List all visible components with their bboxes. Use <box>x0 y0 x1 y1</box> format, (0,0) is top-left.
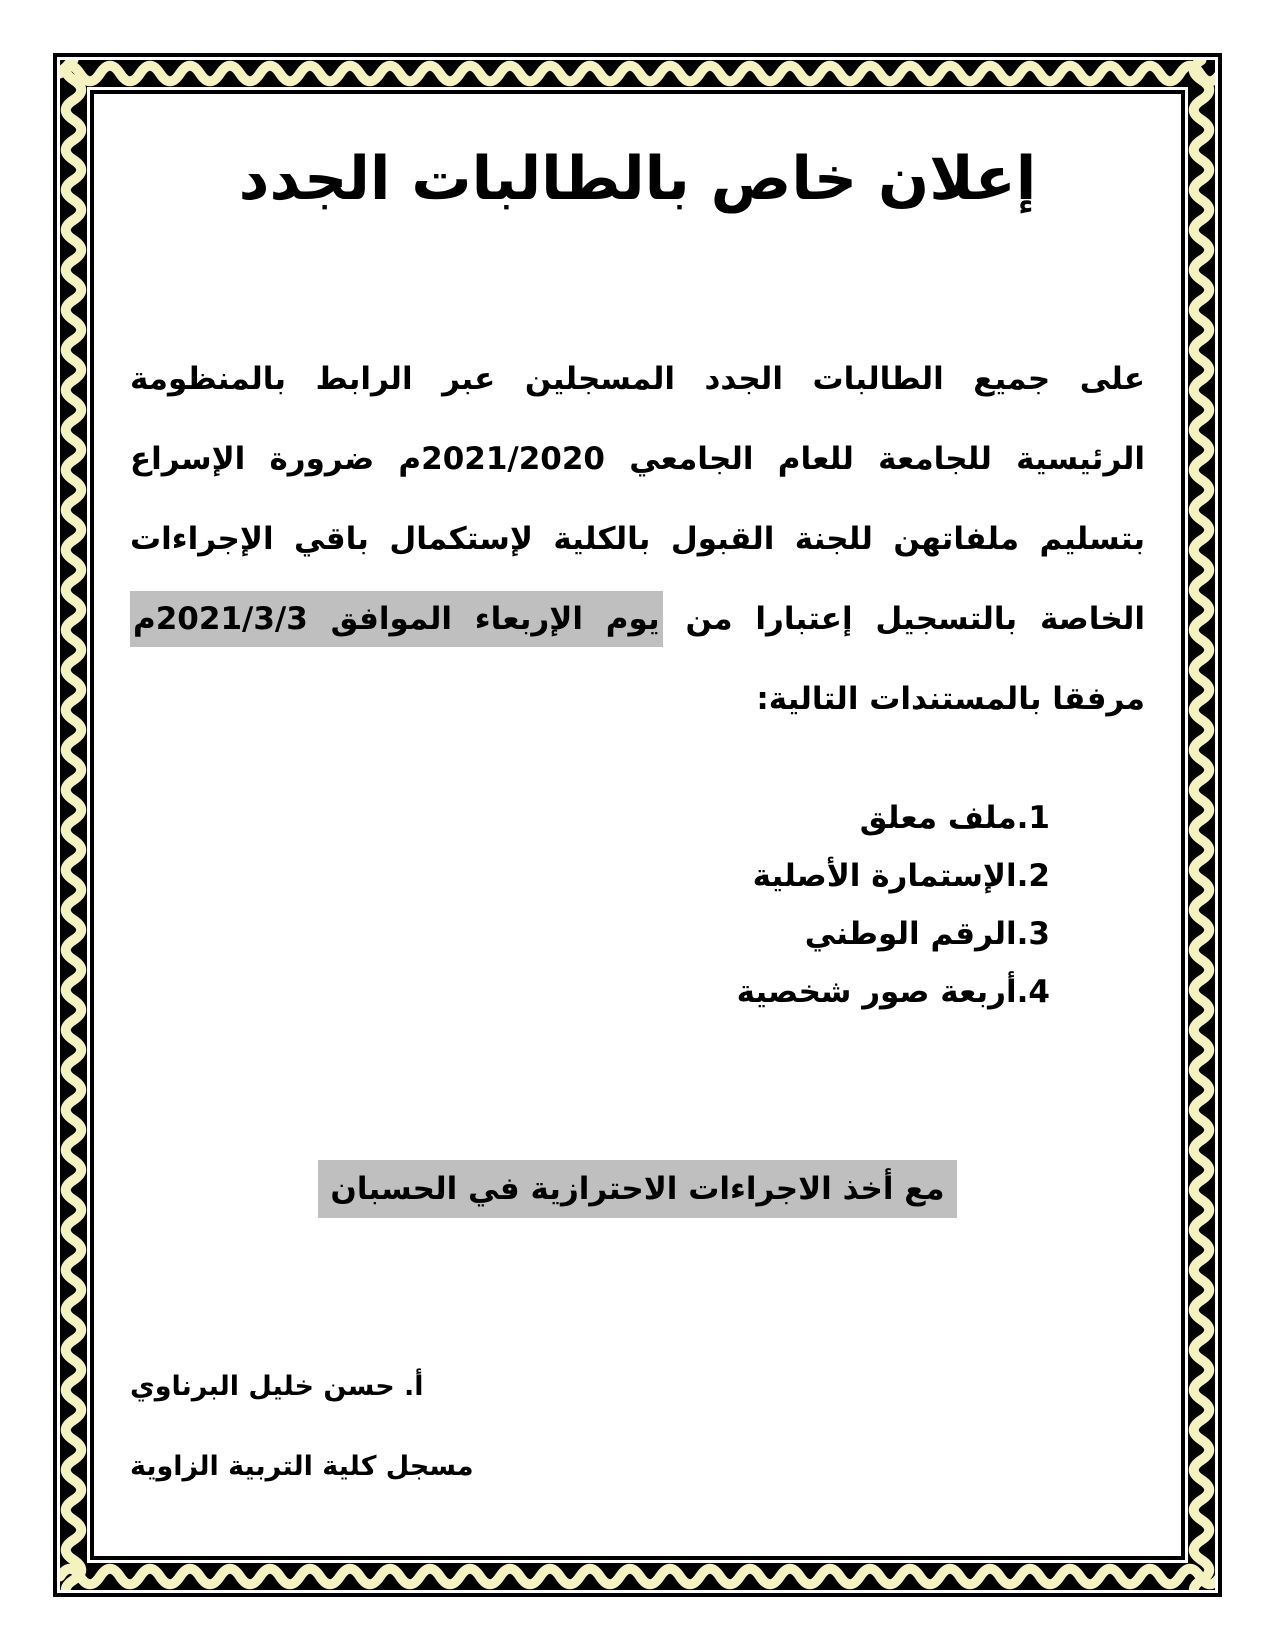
paragraph-line: على جميع الطالبات الجدد المسجلين عبر الرابط بالمنظومة <box>130 361 1145 397</box>
list-item: 2.الإستمارة الأصلية <box>752 858 1050 894</box>
precaution-note-highlighted: مع أخذ الاجراءات الاحترازية في الحسبان <box>318 1160 956 1218</box>
documents-list <box>130 789 1145 1021</box>
document-content <box>90 90 1185 1560</box>
border-wave-right-icon <box>1188 60 1215 1590</box>
decorative-frame-band <box>60 60 1215 1590</box>
list-item: 3.الرقم الوطني <box>804 916 1050 952</box>
border-wave-top-icon <box>60 60 1215 87</box>
attachments-intro: مرفقا بالمستندات التالية: <box>756 681 1145 717</box>
announcement-paragraph <box>130 339 1145 739</box>
list-item: 1.ملف معلق <box>859 800 1050 836</box>
page-title: إعلان خاص بالطالبات الجدد <box>238 144 1037 214</box>
decorative-frame-outer <box>53 53 1222 1597</box>
paragraph-line-start: الخاصة بالتسجيل إعتبارا من <box>685 601 1145 637</box>
border-wave-left-icon <box>60 60 87 1590</box>
border-wave-bottom-icon <box>60 1563 1215 1590</box>
list-item: 4.أربعة صور شخصية <box>736 974 1050 1010</box>
decorative-frame-gap <box>87 87 1188 1563</box>
paragraph-line-with-date <box>130 579 1145 659</box>
paragraph-line: بتسليم ملفاتهن للجنة القبول بالكلية لإستكمال باقي الإجراءات <box>130 521 1145 557</box>
signature-block <box>130 1347 1145 1507</box>
highlighted-date: يوم الإربعاء الموافق 2021/3/3م <box>130 591 663 647</box>
note-line <box>130 1161 1145 1217</box>
signatory-role: مسجل كلية التربية الزاوية <box>130 1451 474 1482</box>
signatory-name: أ. حسن خليل البرناوي <box>130 1371 424 1402</box>
paragraph-line: الرئيسية للجامعة للعام الجامعي 2021/2020م ضرورة الإسراع <box>130 441 1145 477</box>
